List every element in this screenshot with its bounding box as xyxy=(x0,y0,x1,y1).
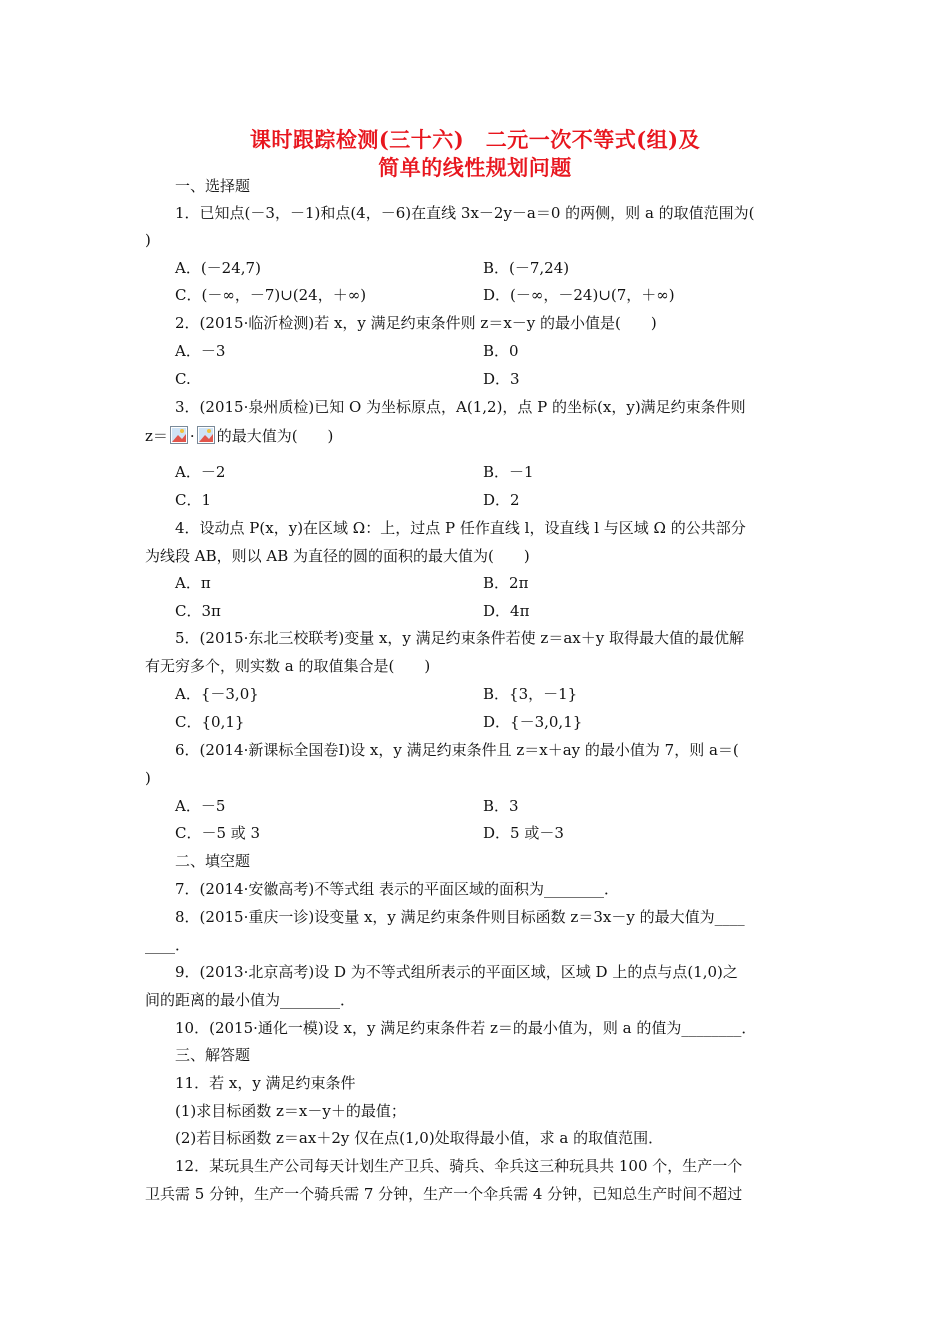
question-9-text-cont: 间的距离的最小值为________． xyxy=(145,991,356,1009)
question-12-text-cont: 卫兵需 5 分钟，生产一个骑兵需 7 分钟，生产一个伞兵需 4 分钟，已知总生产时间不超过 xyxy=(145,1185,743,1203)
question-3-dot-operator: · xyxy=(189,427,195,445)
question-1-option-b: B．(－7,24) xyxy=(483,259,570,277)
question-6-text: 6．(2014·新课标全国卷Ⅰ)设 x，y 满足约束条件且 z＝x＋ay 的最小值为 7，则 a＝( xyxy=(175,741,739,759)
question-1-text: 1．已知点(－3，－1)和点(4，－6)在直线 3x－2y－a＝0 的两侧，则 a 的取值范围为( xyxy=(175,204,755,222)
section-heading-solve: 三、解答题 xyxy=(175,1046,251,1064)
page-title-line2: 简单的线性规划问题 xyxy=(378,155,572,180)
question-4-text-cont: 为线段 AB，则以 AB 为直径的圆的面积的最大值为( ) xyxy=(145,547,530,565)
question-6-text-cont: ) xyxy=(145,769,151,787)
question-4-option-d: D．4π xyxy=(483,602,530,620)
question-11-part-2: (2)若目标函数 z＝ax＋2y 仅在点(1,0)处取得最小值，求 a 的取值范围． xyxy=(175,1129,664,1147)
section-heading-choice: 一、选择题 xyxy=(175,177,251,195)
question-8-text-cont: ____． xyxy=(145,936,191,954)
question-3-text-cont xyxy=(145,426,333,446)
question-5-option-c: C．{0,1} xyxy=(175,713,245,731)
question-1-option-d: D．(－∞，－24)∪(7，＋∞) xyxy=(483,286,675,304)
question-2-option-a: A．－3 xyxy=(175,342,226,360)
question-5-text: 5．(2015·东北三校联考)变量 x，y 满足约束条件若使 z＝ax＋y 取得最大值的最优解 xyxy=(175,629,744,647)
question-1-option-c: C．(－∞，－7)∪(24，＋∞) xyxy=(175,286,367,304)
question-1-option-a: A．(－24,7) xyxy=(175,259,261,277)
question-11-part-1: (1)求目标函数 z＝x－y＋的最值； xyxy=(175,1102,406,1120)
question-2-option-d: D．3 xyxy=(483,370,520,388)
question-4-text: 4．设动点 P(x，y)在区域 Ω：上，过点 P 任作直线 l，设直线 l 与区域 Ω 的公共部分 xyxy=(175,519,746,537)
question-5-text-cont: 有无穷多个，则实数 a 的取值集合是( ) xyxy=(145,657,431,675)
section-heading-fill-in: 二、填空题 xyxy=(175,852,251,870)
question-3-option-a: A．－2 xyxy=(175,463,226,481)
question-6-option-c: C．－5 或 3 xyxy=(175,824,261,842)
question-4-option-a: A．π xyxy=(175,574,211,592)
question-3-option-b: B．－1 xyxy=(483,463,534,481)
question-2-option-b: B．0 xyxy=(483,342,519,360)
broken-image-icon xyxy=(170,426,188,444)
question-4-option-c: C．3π xyxy=(175,602,221,620)
question-3-expr-prefix: z＝ xyxy=(145,427,168,445)
question-4-option-b: B．2π xyxy=(483,574,529,592)
question-6-option-b: B．3 xyxy=(483,797,519,815)
question-5-option-a: A．{－3,0} xyxy=(175,685,259,703)
broken-image-icon xyxy=(197,426,215,444)
question-9-text: 9．(2013·北京高考)设 D 为不等式组所表示的平面区域，区域 D 上的点与点(1,0)之 xyxy=(175,963,738,981)
question-8-text: 8．(2015·重庆一诊)设变量 x，y 满足约束条件则目标函数 z＝3x－y 的最大值为____ xyxy=(175,908,745,926)
question-2-text: 2．(2015·临沂检测)若 x，y 满足约束条件则 z＝x－y 的最小值是( ) xyxy=(175,314,657,332)
question-5-option-b: B．{3，－1} xyxy=(483,685,578,703)
question-6-option-d: D．5 或－3 xyxy=(483,824,564,842)
question-3-text: 3．(2015·泉州质检)已知 O 为坐标原点，A(1,2)，点 P 的坐标(x，y)满足约束条件则 xyxy=(175,398,746,416)
question-1-text-cont: ) xyxy=(145,231,151,249)
question-3-expr-suffix: 的最大值为( ) xyxy=(216,427,334,445)
question-2-option-c: C. xyxy=(175,370,191,388)
question-11-text: 11．若 x，y 满足约束条件 xyxy=(175,1074,356,1092)
question-3-option-c: C．1 xyxy=(175,491,212,509)
question-6-option-a: A．－5 xyxy=(175,797,226,815)
question-3-option-d: D．2 xyxy=(483,491,520,509)
question-10-text: 10．(2015·通化一模)设 x，y 满足约束条件若 z＝的最小值为，则 a 的值为________． xyxy=(175,1019,757,1037)
question-7-text: 7．(2014·安徽高考)不等式组 表示的平面区域的面积为________． xyxy=(175,880,619,898)
question-5-option-d: D．{－3,0,1} xyxy=(483,713,583,731)
page-title-line1: 课时跟踪检测(三十六) 二元一次不等式(组)及 xyxy=(249,127,701,152)
question-12-text: 12．某玩具生产公司每天计划生产卫兵、骑兵、伞兵这三种玩具共 100 个，生产一个 xyxy=(175,1157,743,1175)
